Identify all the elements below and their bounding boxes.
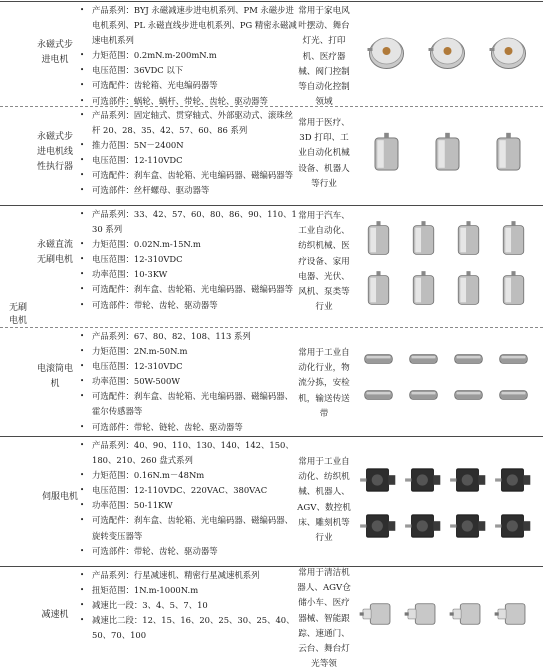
- motor-photo: [448, 218, 489, 266]
- spec-list: [80, 568, 298, 643]
- motor-photo: [448, 506, 489, 550]
- motor-photo: [403, 590, 444, 642]
- table-top-border: [0, 1, 543, 2]
- spec-item: [80, 420, 298, 435]
- application-text: 常用于家电风叶摆动、舞台灯光、打印机、医疗器械、阀门控制等自动化控制领域: [298, 6, 350, 108]
- spec-item: [80, 438, 298, 468]
- spec-text: 力矩范围：0.02N.m-15N.m: [92, 239, 201, 250]
- application-text: 常用于工业自动化、纺织机械、机器人、AGV、数控机床、雕刻机等行业: [297, 457, 351, 544]
- motor-photo: [358, 218, 399, 266]
- spec-item: [80, 237, 298, 252]
- motor-photo: [358, 460, 399, 504]
- motor-photo: [480, 26, 537, 80]
- spec-item: [80, 183, 298, 198]
- spec-text: 减速比二段：12、15、16、20、25、30、25、40、50、70、100: [92, 615, 295, 641]
- bullet-icon: •: [80, 586, 85, 595]
- motor-photo: [493, 344, 534, 378]
- spec-text: 产品系列：40、90、110、130、140、142、150、180、210、260 盘式系列: [92, 440, 294, 466]
- spec-text: 减速比一段：3、4、5、7、10: [92, 600, 208, 611]
- motor-photo: [448, 460, 489, 504]
- row-divider: [0, 327, 543, 328]
- spec-item: [80, 329, 298, 344]
- spec-text: 可选配件：刹车盒、齿轮箱、光电编码器、磁编码器、旋转变压器等: [92, 515, 293, 541]
- spec-text: 推力范围：5N－2400N: [92, 140, 184, 151]
- bullet-icon: •: [80, 156, 85, 165]
- spec-item: [80, 78, 298, 93]
- motor-photo: [448, 344, 489, 378]
- motor-photo: [403, 344, 444, 378]
- spec-item: [80, 583, 298, 598]
- spec-item: [80, 544, 298, 559]
- motor-photo: [480, 131, 537, 181]
- bullet-icon: •: [80, 141, 85, 150]
- spec-list: [80, 3, 298, 109]
- bullet-icon: •: [80, 516, 85, 525]
- spec-text: 可选配件：刹车盒、齿轮箱、光电编码器、磁编码器等: [92, 170, 293, 181]
- spec-text: 电压范围：12-110VDC、220VAC、380VAC: [92, 485, 268, 496]
- spec-text: 可选部件：带轮、链轮、齿轮、驱动器等: [92, 421, 243, 432]
- spec-item: [80, 468, 298, 483]
- spec-list: [80, 108, 298, 199]
- bullet-icon: •: [80, 471, 85, 480]
- motor-photo: [493, 506, 534, 550]
- motor-photo: [358, 380, 399, 414]
- bullet-icon: •: [80, 546, 85, 555]
- spec-item: [80, 267, 298, 282]
- motor-photo: [358, 344, 399, 378]
- bullet-icon: •: [80, 96, 85, 105]
- spec-item: [80, 63, 298, 78]
- spec-text: 产品系列：33、42、57、60、80、86、90、110、130 系列: [92, 209, 297, 235]
- spec-text: 可选部件：丝杆螺母、驱动器等: [92, 185, 210, 196]
- spec-item: [80, 498, 298, 513]
- bullet-icon: •: [80, 255, 85, 264]
- motor-photo: [358, 506, 399, 550]
- spec-list: [80, 438, 298, 559]
- spec-item: [80, 282, 298, 297]
- spec-text: 可选配件：刹车盒、齿轮箱、光电编码器、磁编码器、霍尔传感器等: [92, 391, 293, 417]
- bullet-icon: •: [80, 186, 85, 195]
- spec-item: [80, 48, 298, 63]
- section-name: 永磁式步进电机线性执行器: [36, 132, 73, 172]
- row-divider: [0, 566, 543, 567]
- spec-item: [80, 138, 298, 153]
- motor-photo: [493, 460, 534, 504]
- application-text: 常用于医疗、3D 打印、工业自动化机械设备、机器人等行业: [298, 118, 350, 189]
- section-name: 永磁直流无刷电机: [36, 240, 73, 265]
- spec-text: 可选配件：刹车盒、齿轮箱、光电编码器、磁编码器等: [92, 284, 293, 295]
- spec-text: 扭矩范围：1N.m-1000N.m: [92, 585, 199, 596]
- spec-text: 产品系列：行星减速机、精密行星减速机系列: [92, 570, 260, 580]
- bullet-icon: •: [80, 616, 85, 625]
- spec-text: 产品系列：固定轴式、贯穿轴式、外部驱动式、滚珠丝杆 20、28、35、42、57、60、86 系列: [92, 110, 293, 136]
- spec-item: [80, 153, 298, 168]
- bullet-icon: •: [80, 501, 85, 510]
- motor-photo: [493, 268, 534, 316]
- motor-photo: [403, 380, 444, 414]
- spec-text: 力矩范围：2N.m-50N.m: [92, 346, 188, 357]
- application-text: 常用于汽车、工业自动化、纺织机械、医疗设备、家用电器、光伏、风机、泵类等行业: [298, 211, 350, 313]
- motor-photo: [493, 380, 534, 414]
- motor-photo: [403, 218, 444, 266]
- spec-item: [80, 168, 298, 183]
- bullet-icon: •: [80, 392, 85, 401]
- spec-text: 可选配件：齿轮箱、光电编码器等: [92, 80, 218, 91]
- bullet-icon: •: [80, 66, 85, 75]
- spec-text: 力矩范围：0.2mN.m-200mN.m: [92, 50, 217, 61]
- motor-photo: [403, 506, 444, 550]
- row-divider: [0, 205, 543, 206]
- bullet-icon: •: [80, 571, 85, 579]
- bullet-icon: •: [80, 601, 85, 610]
- spec-list: [80, 329, 298, 435]
- section-name: 电滚筒电机: [36, 364, 73, 389]
- section-name: 伺服电机: [41, 492, 78, 502]
- bullet-icon: •: [80, 486, 85, 495]
- bullet-icon: •: [80, 377, 85, 386]
- spec-item: [80, 568, 298, 583]
- bullet-icon: •: [80, 347, 85, 356]
- spec-text: 电压范围：12-310VDC: [92, 254, 183, 265]
- spec-item: [80, 3, 298, 48]
- spec-list: [80, 207, 298, 313]
- motor-photo: [448, 590, 489, 642]
- bullet-icon: •: [80, 210, 85, 218]
- bullet-icon: •: [80, 441, 85, 449]
- motor-photo: [419, 26, 476, 80]
- group-label: 无刷电机: [8, 303, 27, 326]
- motor-photo: [403, 268, 444, 316]
- spec-item: [80, 94, 298, 109]
- motor-photo: [419, 131, 476, 181]
- spec-item: [80, 374, 298, 389]
- spec-item: [80, 108, 298, 138]
- motor-photo: [403, 460, 444, 504]
- bullet-icon: •: [80, 171, 85, 180]
- spec-text: 功率范围：10-3KW: [92, 269, 168, 280]
- motor-photo: [448, 380, 489, 414]
- spec-item: [80, 598, 298, 613]
- motor-photo: [358, 590, 399, 642]
- bullet-icon: •: [80, 51, 85, 60]
- spec-item: [80, 298, 298, 313]
- spec-text: 电压范围：36VDC 以下: [92, 65, 184, 76]
- motor-photo: [493, 590, 534, 642]
- bullet-icon: •: [80, 270, 85, 279]
- bullet-icon: •: [80, 362, 85, 371]
- motor-photo: [358, 268, 399, 316]
- bullet-icon: •: [80, 6, 85, 14]
- spec-text: 电压范围：12-310VDC: [92, 361, 183, 372]
- section-name: 减速机: [41, 610, 69, 620]
- spec-item: [80, 359, 298, 374]
- spec-item: [80, 252, 298, 267]
- motor-photo: [448, 268, 489, 316]
- bullet-icon: •: [80, 111, 85, 119]
- spec-text: 可选部件：带轮、齿轮、驱动器等: [92, 545, 218, 556]
- application-text: 常用于清洁机器人、AGV仓储小车、医疗器械、智能跟踪、速通门、云台、舞台灯光等领: [297, 568, 351, 670]
- row-divider: [0, 436, 543, 437]
- bullet-icon: •: [80, 240, 85, 249]
- section-name: 永磁式步进电机: [36, 40, 73, 65]
- spec-item: [80, 513, 298, 543]
- motor-photo: [358, 131, 415, 181]
- spec-text: 力矩范围：0.16N.m－48Nm: [92, 470, 205, 481]
- spec-text: 可选部件：带轮、齿轮、驱动器等: [92, 299, 218, 310]
- spec-item: [80, 613, 298, 643]
- spec-text: 电压范围：12-110VDC: [92, 155, 183, 166]
- spec-text: 功率范围：50-11KW: [92, 500, 173, 511]
- spec-item: [80, 389, 298, 419]
- spec-text: 产品系列：BYJ 永磁减速步进电机系列、PM 永磁步进电机系列、PL 永磁直线步进电机系列、PG 精密永磁减速电机系列: [92, 5, 297, 46]
- spec-text: 产品系列：67、80、82、108、113 系列: [92, 331, 251, 341]
- bullet-icon: •: [80, 300, 85, 309]
- bullet-icon: •: [80, 285, 85, 294]
- bullet-icon: •: [80, 422, 85, 431]
- spec-text: 功率范围：50W-500W: [92, 376, 180, 387]
- spec-text: 可选部件：蜗轮、蜗杆、带轮、齿轮、驱动器等: [92, 95, 268, 106]
- motor-photo: [358, 26, 415, 80]
- spec-item: [80, 344, 298, 359]
- bullet-icon: •: [80, 81, 85, 90]
- bullet-icon: •: [80, 332, 85, 340]
- motor-photo: [493, 218, 534, 266]
- spec-item: [80, 207, 298, 237]
- application-text: 常用于工业自动化行业，物流分拣，安检机，输送传送带: [298, 348, 350, 419]
- spec-item: [80, 483, 298, 498]
